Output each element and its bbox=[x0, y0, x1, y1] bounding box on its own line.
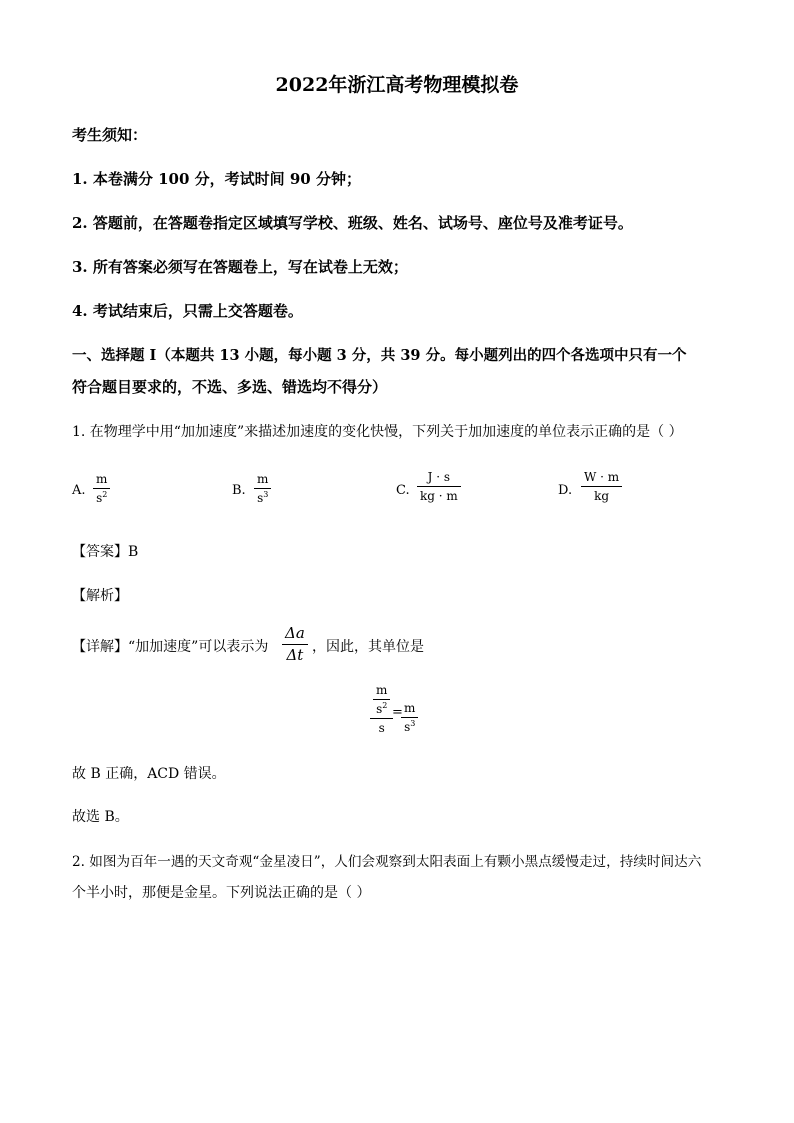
analysis-label: 【解析】 bbox=[72, 588, 128, 604]
page-title: 2022年浙江高考物理模拟卷 bbox=[275, 74, 519, 96]
equation-inner-fraction bbox=[373, 684, 390, 715]
equation-left-denominator: s bbox=[378, 721, 385, 735]
option-a-denominator: s bbox=[96, 491, 103, 505]
answer-label: 【答案】B bbox=[72, 544, 139, 560]
equation-inner-numerator: m bbox=[376, 683, 388, 697]
detail-denominator: Δt bbox=[286, 646, 304, 664]
option-b-fraction bbox=[254, 473, 271, 504]
section-heading-line-1: 一、选择题 I（本题共 13 小题，每小题 3 分，共 39 分。每小题列出的四个各选项中只有一个 bbox=[72, 347, 687, 364]
notice-item-1: 1. 本卷满分 100 分，考试时间 90 分钟； bbox=[72, 170, 361, 188]
question-1-stem: 1. 在物理学中用“加加速度”来描述加速度的变化快慢，下列关于加加速度的单位表示正确的是（ ） bbox=[72, 424, 683, 440]
notice-item-4: 4. 考试结束后，只需上交答题卷。 bbox=[72, 302, 303, 320]
equation-equals: = bbox=[392, 705, 403, 720]
conclusion-text: 故 B 正确，ACD 错误。 bbox=[72, 766, 226, 782]
option-d-fraction bbox=[581, 471, 622, 502]
detail-fraction bbox=[282, 626, 308, 663]
option-a-fraction bbox=[93, 473, 110, 504]
question-2-line-2: 个半小时，那便是金星。下列说法正确的是（ ） bbox=[72, 885, 371, 901]
choice-text: 故选 B。 bbox=[72, 809, 129, 825]
option-a-numerator: m bbox=[96, 472, 108, 486]
equation-left-fraction bbox=[370, 684, 393, 734]
option-d-denominator: kg bbox=[594, 489, 610, 503]
equation-inner-denominator: s bbox=[376, 702, 383, 716]
detail-text-suffix: ，因此，其单位是 bbox=[312, 639, 424, 655]
equation-right-fraction bbox=[401, 702, 418, 733]
option-c-fraction bbox=[417, 471, 461, 502]
option-d-numerator: W · m bbox=[584, 470, 620, 484]
option-d-label: D. bbox=[558, 483, 573, 498]
option-a-label: A. bbox=[72, 483, 86, 498]
option-b-label: B. bbox=[232, 483, 246, 498]
option-c-label: C. bbox=[396, 483, 410, 498]
detail-text-prefix: 【详解】“加加速度”可以表示为 bbox=[72, 639, 269, 655]
option-c-numerator: J · s bbox=[427, 470, 451, 484]
notice-item-2: 2. 答题前，在答题卷指定区域填写学校、班级、姓名、试场号、座位号及准考证号。 bbox=[72, 214, 633, 232]
equation-right-denominator: s bbox=[404, 720, 411, 734]
option-b-numerator: m bbox=[257, 472, 269, 486]
option-b-exponent: 3 bbox=[263, 490, 269, 499]
option-c-denominator: kg · m bbox=[420, 489, 458, 503]
option-a-exponent: 2 bbox=[102, 490, 108, 499]
notice-item-3: 3. 所有答案必须写在答题卷上，写在试卷上无效； bbox=[72, 258, 408, 276]
question-2-line-1: 2. 如图为百年一遇的天文奇观“金星凌日”，人们会观察到太阳表面上有颗小黑点缓慢走过，持续时间达六 bbox=[72, 854, 702, 870]
equation-inner-exponent: 2 bbox=[382, 701, 388, 710]
option-b-denominator: s bbox=[257, 491, 264, 505]
equation-right-numerator: m bbox=[404, 701, 416, 715]
equation-right-exponent: 3 bbox=[410, 719, 416, 728]
section-heading-line-2: 符合题目要求的，不选、多选、错选均不得分） bbox=[72, 378, 388, 396]
notice-heading: 考生须知： bbox=[72, 126, 148, 144]
detail-numerator: Δa bbox=[285, 624, 305, 642]
